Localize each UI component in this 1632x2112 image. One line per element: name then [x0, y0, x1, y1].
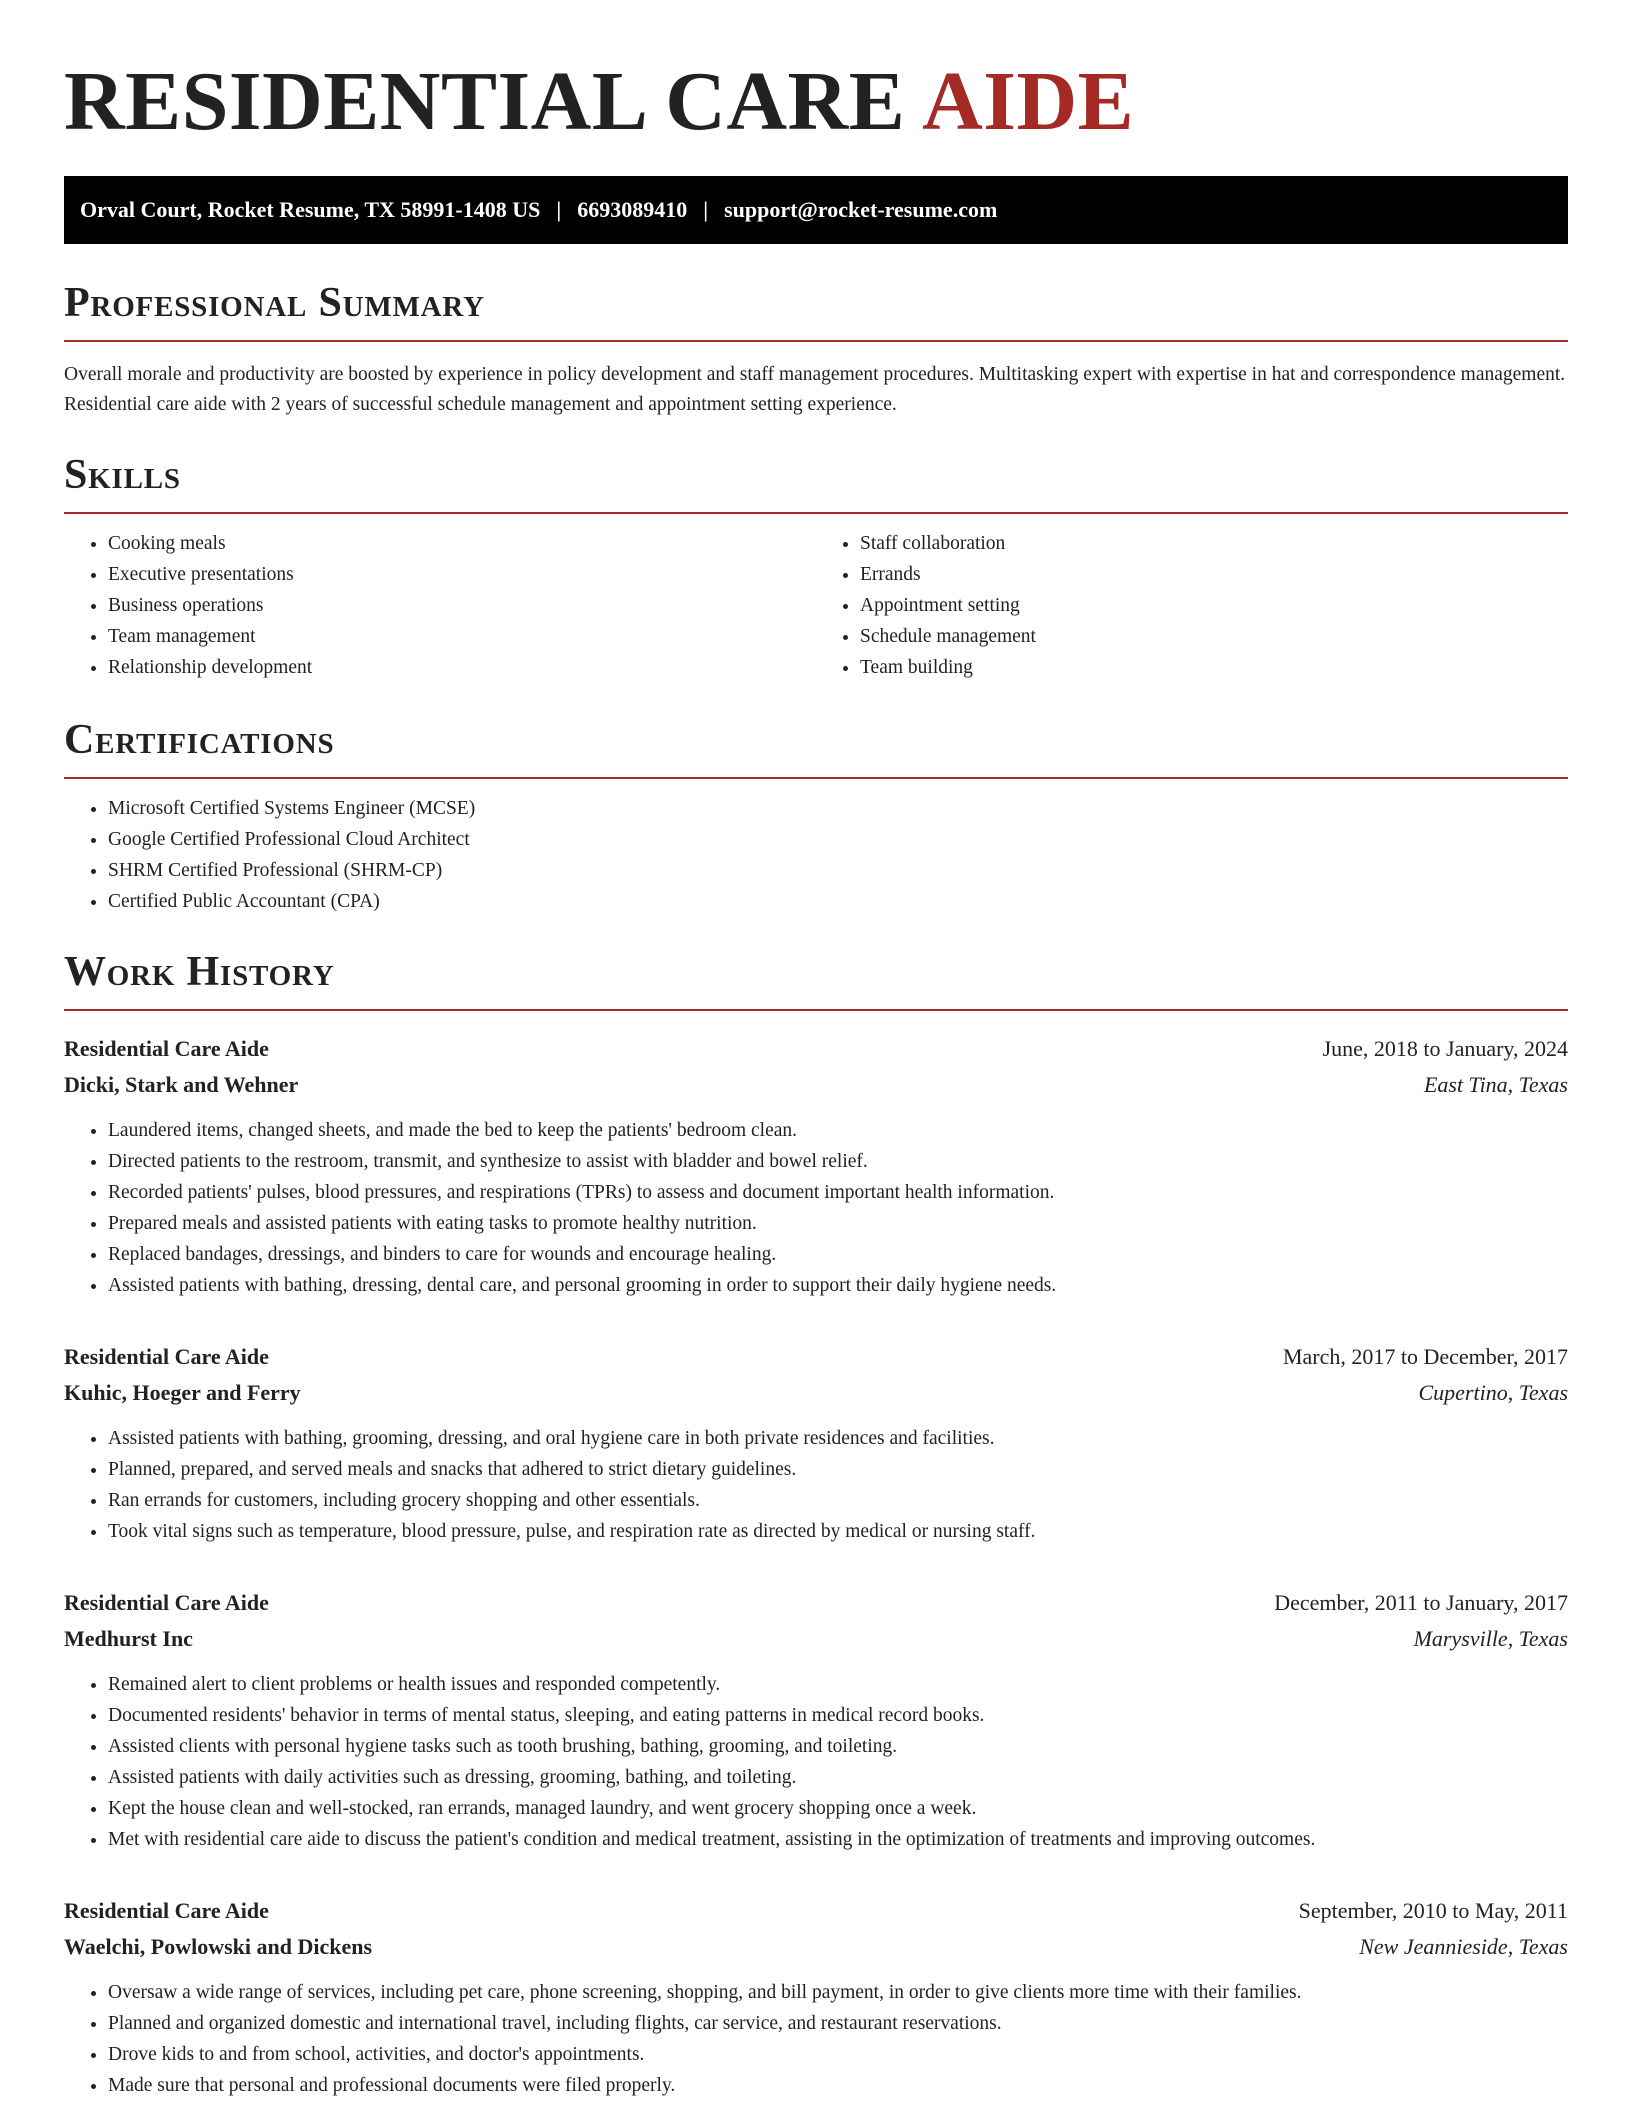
job-duty: • Assisted clients with personal hygiene tasks such as tooth brushing, bathing, grooming, and toileting.	[108, 1731, 1568, 1762]
job-duty: • Took vital signs such as temperature, blood pressure, pulse, and respiration rate as directed by medical or nursing staff.	[108, 1516, 1568, 1547]
job-company: Kuhic, Hoeger and Ferry	[64, 1380, 301, 1405]
job-company-row	[64, 1621, 1568, 1657]
job-duties	[64, 1423, 1568, 1547]
resume-title	[64, 56, 1568, 148]
job-title: Residential Care Aide	[64, 1590, 269, 1615]
certification-item: • SHRM Certified Professional (SHRM-CP)	[108, 855, 1568, 886]
contact-bar	[64, 176, 1568, 244]
job-header-row	[64, 1585, 1568, 1621]
job-dates: March, 2017 to December, 2017	[1282, 1344, 1568, 1369]
skills-grid	[64, 514, 1568, 683]
job-duties	[64, 1977, 1568, 2101]
job-header-row	[64, 1339, 1568, 1375]
job-entry	[64, 1031, 1568, 1301]
job-duty: • Met with residential care aide to discuss the patient's condition and medical treatment, assisting in the optimization of treatments and improving outcomes.	[108, 1824, 1568, 1855]
contact-separator: |	[556, 197, 562, 222]
section-title: Certifications	[64, 717, 335, 763]
job-entry	[64, 1893, 1568, 2101]
job-title: Residential Care Aide	[64, 1036, 269, 1061]
job-header-row	[64, 1031, 1568, 1067]
contact-separator: |	[703, 197, 709, 222]
skill-item: • Business operations	[108, 590, 816, 621]
certification-item: • Microsoft Certified Systems Engineer (MCSE)	[108, 793, 1568, 824]
section-skills	[64, 450, 1568, 683]
skill-item: • Errands	[860, 559, 1568, 590]
job-duty: • Replaced bandages, dressings, and binders to care for wounds and encourage healing.	[108, 1239, 1568, 1270]
job-location: New Jeannieside, Texas	[1359, 1934, 1568, 1959]
job-duty: • Planned, prepared, and served meals and snacks that adhered to strict dietary guidelines.	[108, 1454, 1568, 1485]
certifications-list	[64, 793, 1568, 917]
job-company: Dicki, Stark and Wehner	[64, 1072, 299, 1097]
skill-item: • Appointment setting	[860, 590, 1568, 621]
section-work-history	[64, 947, 1568, 2101]
job-duty: • Planned and organized domestic and international travel, including flights, car service, and restaurant reservations.	[108, 2008, 1568, 2039]
job-duty: • Prepared meals and assisted patients with eating tasks to promote healthy nutrition.	[108, 1208, 1568, 1239]
section-divider	[64, 777, 1568, 779]
section-title: Skills	[64, 452, 181, 498]
section-professional-summary	[64, 278, 1568, 420]
contact-phone: 6693089410	[577, 197, 688, 222]
skill-item: • Staff collaboration	[860, 528, 1568, 559]
job-dates: September, 2010 to May, 2011	[1298, 1898, 1568, 1923]
job-company-row	[64, 1375, 1568, 1411]
summary-text: Overall morale and productivity are boosted by experience in policy development and staff management procedures. Multitasking expert with expertise in hat and correspondence management. Residential care aide with 2 years of successful schedule management and appointment setting experience.	[64, 364, 1566, 415]
section-title: Work History	[64, 949, 335, 995]
job-duty: • Assisted patients with bathing, grooming, dressing, and oral hygiene care in both private residences and facilities.	[108, 1423, 1568, 1454]
section-divider	[64, 1009, 1568, 1011]
job-dates: June, 2018 to January, 2024	[1322, 1036, 1568, 1061]
section-title: Professional Summary	[64, 280, 485, 326]
job-duty: • Laundered items, changed sheets, and made the bed to keep the patients' bedroom clean.	[108, 1115, 1568, 1146]
contact-email: support@rocket-resume.com	[724, 197, 998, 222]
job-duty: • Ran errands for customers, including grocery shopping and other essentials.	[108, 1485, 1568, 1516]
skill-item: • Cooking meals	[108, 528, 816, 559]
job-duties	[64, 1669, 1568, 1855]
job-duty: • Remained alert to client problems or health issues and responded competently.	[108, 1669, 1568, 1700]
job-company: Medhurst Inc	[64, 1626, 193, 1651]
contact-address: Orval Court, Rocket Resume, TX 58991-1408 US	[80, 197, 541, 222]
job-title: Residential Care Aide	[64, 1898, 269, 1923]
skill-item: • Team management	[108, 621, 816, 652]
job-header-row	[64, 1893, 1568, 1929]
job-entry	[64, 1585, 1568, 1855]
job-title: Residential Care Aide	[64, 1344, 269, 1369]
job-duty: • Directed patients to the restroom, transmit, and synthesize to assist with bladder and bowel relief.	[108, 1146, 1568, 1177]
job-duty: • Recorded patients' pulses, blood pressures, and respirations (TPRs) to assess and document important health information.	[108, 1177, 1568, 1208]
skill-item: • Team building	[860, 652, 1568, 683]
title-main: RESIDENTIAL CARE	[64, 55, 923, 148]
section-certifications	[64, 715, 1568, 917]
job-duty: • Documented residents' behavior in terms of mental status, sleeping, and eating patterns in medical record books.	[108, 1700, 1568, 1731]
job-duty: • Kept the house clean and well-stocked, ran errands, managed laundry, and went grocery shopping once a week.	[108, 1793, 1568, 1824]
skill-item: • Schedule management	[860, 621, 1568, 652]
certification-item: • Certified Public Accountant (CPA)	[108, 886, 1568, 917]
job-duty: • Assisted patients with bathing, dressing, dental care, and personal grooming in order to support their daily hygiene needs.	[108, 1270, 1568, 1301]
job-duty: • Made sure that personal and professional documents were filed properly.	[108, 2070, 1568, 2101]
job-dates: December, 2011 to January, 2017	[1274, 1590, 1568, 1615]
skills-list-left	[64, 528, 816, 683]
job-location: Cupertino, Texas	[1418, 1380, 1568, 1405]
job-duty: • Oversaw a wide range of services, including pet care, phone screening, shopping, and bill payment, in order to give clients more time with their families.	[108, 1977, 1568, 2008]
job-duty: • Drove kids to and from school, activities, and doctor's appointments.	[108, 2039, 1568, 2070]
job-duty: • Assisted patients with daily activities such as dressing, grooming, bathing, and toileting.	[108, 1762, 1568, 1793]
skill-item: • Executive presentations	[108, 559, 816, 590]
job-company-row	[64, 1929, 1568, 1965]
job-location: Marysville, Texas	[1413, 1626, 1568, 1651]
job-company-row	[64, 1067, 1568, 1103]
job-duties	[64, 1115, 1568, 1301]
job-company: Waelchi, Powlowski and Dickens	[64, 1934, 373, 1959]
job-location: East Tina, Texas	[1423, 1072, 1568, 1097]
skills-list-right	[816, 528, 1568, 683]
certification-item: • Google Certified Professional Cloud Architect	[108, 824, 1568, 855]
skill-item: • Relationship development	[108, 652, 816, 683]
section-divider	[64, 340, 1568, 342]
job-entry	[64, 1339, 1568, 1547]
title-accent: AIDE	[922, 55, 1135, 148]
